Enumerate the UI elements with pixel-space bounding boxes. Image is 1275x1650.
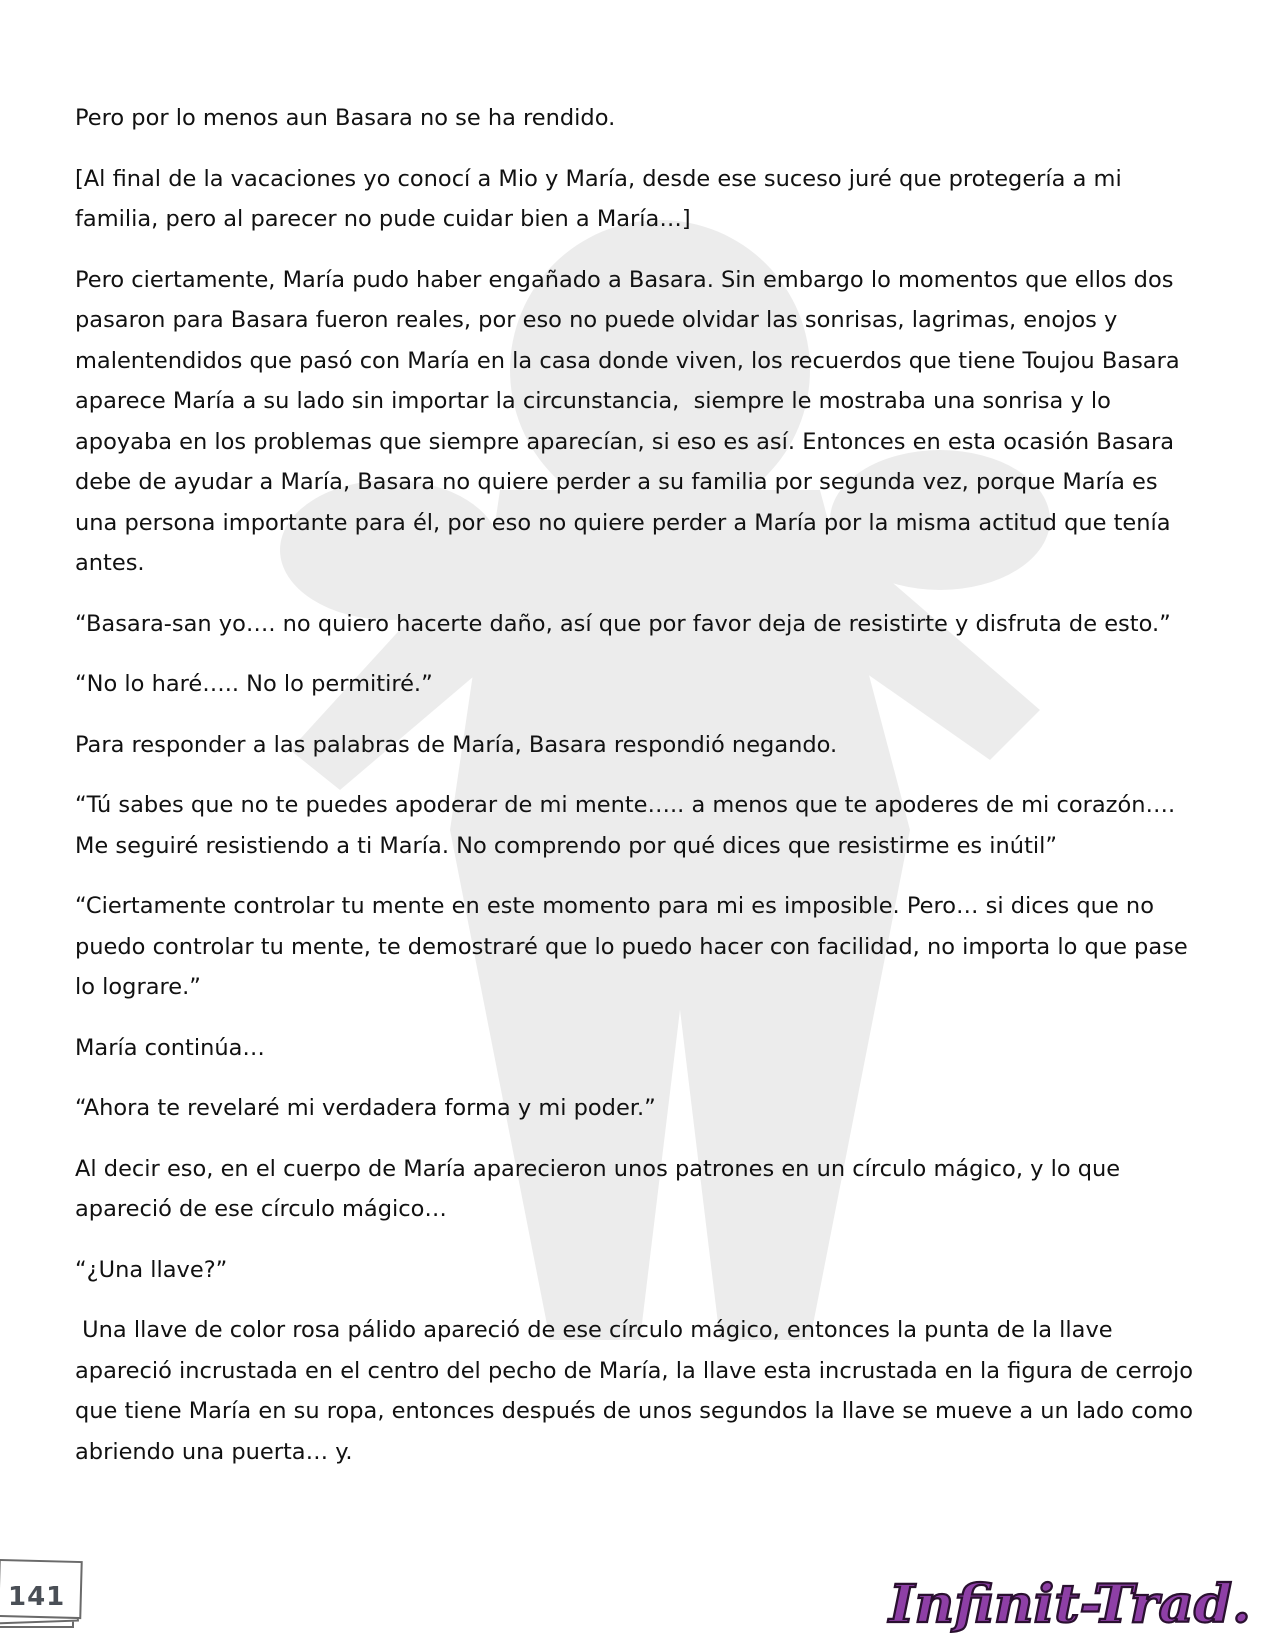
paragraph: “Tú sabes que no te puedes apoderar de mi mente….. a menos que te apoderes de mi corazón…. Me seguiré resistiendo a ti María. No comprendo por qué dices que resistirme es inútil” <box>75 792 1183 859</box>
paragraph: Pero ciertamente, María pudo haber engañado a Basara. Sin embargo lo momentos que ellos dos pasaron para Basara fueron reales, por eso no puede olvidar las sonrisas, lagrimas, enojos y malentendidos que pasó con María en la casa donde viven, los recuerdos que tiene Toujou Basara aparece María a su lado sin importar la circunstancia, siempre le mostraba una sonrisa y lo apoyaba en los problemas que siempre aparecían, si eso es así. Entonces en esta ocasión Basara debe de ayudar a María, Basara no quiere perder a su familia por segunda vez, porque María es una persona importante para él, por eso no quiere perder a María por la misma actitud que tenía antes. <box>75 266 1187 576</box>
paragraph: “No lo haré….. No lo permitiré.” <box>75 671 433 697</box>
paragraph: Para responder a las palabras de María, Basara respondió negando. <box>75 731 838 758</box>
brand-logo <box>885 1566 1260 1636</box>
page-number: 141 <box>8 1582 66 1612</box>
paragraph: “Ahora te revelaré mi verdadera forma y mi poder.” <box>75 1095 656 1121</box>
paragraph: Una llave de color rosa pálido apareció de ese círculo mágico, entonces la punta de la llave apareció incrustada en el centro del pecho de María, la llave esta incrustada en la figura de cerrojo que tiene María en su ropa, entonces después de unos segundos la llave se mueve a un lado como abriendo una puerta… y. <box>75 1317 1201 1465</box>
paragraph: “Basara-san yo…. no quiero hacerte daño, así que por favor deja de resistirte y disfruta de esto.” <box>75 610 1171 637</box>
document-body <box>75 98 1205 1492</box>
paragraph: “¿Una llave?” <box>75 1256 228 1283</box>
paragraph: María continúa… <box>75 1034 265 1061</box>
paragraph: Pero por lo menos aun Basara no se ha rendido. <box>75 105 616 131</box>
paragraph: Al decir eso, en el cuerpo de María aparecieron unos patrones en un círculo mágico, y lo que apareció de ese círculo mágico… <box>75 1155 1128 1222</box>
svg-text:Infinit-Trad.: Infinit-Trad. <box>886 1574 1251 1635</box>
paragraph: “Ciertamente controlar tu mente en este momento para mi es imposible. Pero… si dices que no puedo controlar tu mente, te demostraré que lo puedo hacer con facilidad, no importa lo que pase lo lograre.” <box>75 893 1195 1000</box>
paragraph: [Al final de la vacaciones yo conocí a Mio y María, desde ese suceso juré que protegería a mi familia, pero al parecer no pude cuidar bien a María…] <box>75 165 1129 232</box>
